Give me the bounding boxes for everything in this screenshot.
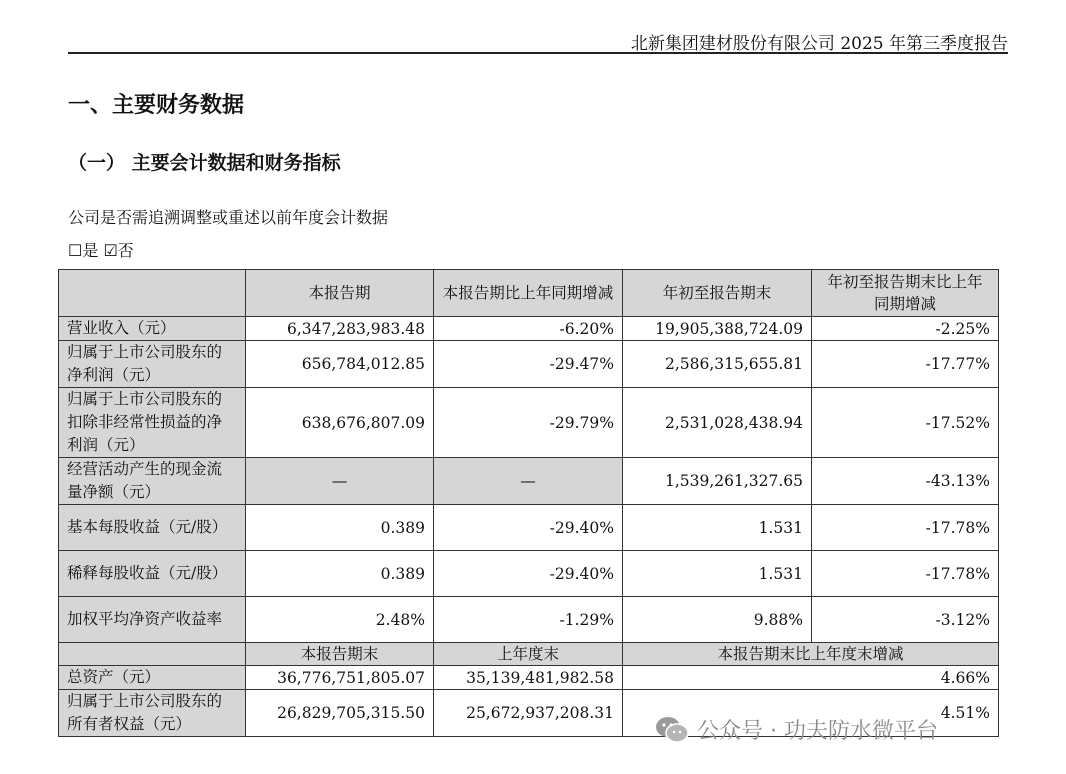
header-cell: 年初至报告期末比上年同期增减 — [812, 270, 999, 317]
cell-value: — — [246, 458, 434, 505]
cell-value: -17.78% — [812, 505, 999, 551]
table-row — [59, 551, 999, 597]
section-title: 一、主要财务数据 — [68, 92, 245, 118]
row-label: 总资产（元） — [59, 666, 246, 690]
row-label: 归属于上市公司股东的扣除非经常性损益的净利润（元） — [59, 388, 246, 458]
table-row — [59, 458, 999, 505]
cell-value: 19,905,388,724.09 — [623, 317, 812, 341]
cell-value: -17.52% — [812, 388, 999, 458]
header-divider — [68, 52, 1008, 54]
cell-value: -29.40% — [434, 551, 623, 597]
header-cell: 本报告期比上年同期增减 — [434, 270, 623, 317]
cell-value: 9.88% — [623, 597, 812, 643]
header-cell: 年初至报告期末 — [623, 270, 812, 317]
watermark-text: 公众号 · 功夫防水微平台 — [697, 719, 938, 744]
report-header-title: 北新集团建材股份有限公司 2025 年第三季度报告 — [630, 34, 1008, 54]
row-label: 经营活动产生的现金流量净额（元） — [59, 458, 246, 505]
cell-value: -29.79% — [434, 388, 623, 458]
cell-value: — — [434, 458, 623, 505]
yes-label: 是 — [82, 241, 99, 260]
cell-value: 656,784,012.85 — [246, 341, 434, 388]
cell-value: -2.25% — [812, 317, 999, 341]
header-cell: 本报告期 — [246, 270, 434, 317]
cell-value: -3.12% — [812, 597, 999, 643]
unchecked-box-icon: ☐ — [68, 241, 83, 260]
cell-value: 35,139,481,982.58 — [434, 666, 623, 690]
cell-value: 4.66% — [623, 666, 999, 690]
restatement-answer — [68, 238, 134, 261]
cell-value: -1.29% — [434, 597, 623, 643]
checked-box-icon: ☑ — [103, 241, 118, 260]
cell-value: 36,776,751,805.07 — [246, 666, 434, 690]
cell-value: -17.77% — [812, 341, 999, 388]
financial-data-table — [58, 269, 999, 737]
table-row — [59, 666, 999, 690]
cell-value: 0.389 — [246, 551, 434, 597]
cell-value: 25,672,937,208.31 — [434, 690, 623, 737]
header-blank — [59, 270, 246, 317]
header-blank — [59, 643, 246, 666]
restatement-question: 公司是否需追溯调整或重述以前年度会计数据 — [68, 208, 389, 227]
cell-value: 2,531,028,438.94 — [623, 388, 812, 458]
table-row — [59, 317, 999, 341]
cell-value: 638,676,807.09 — [246, 388, 434, 458]
no-label: 否 — [117, 241, 134, 260]
cell-value: 1.531 — [623, 505, 812, 551]
header-cell: 本报告期末 — [246, 643, 434, 666]
cell-value: -6.20% — [434, 317, 623, 341]
row-label: 归属于上市公司股东的所有者权益（元） — [59, 690, 246, 737]
row-label: 营业收入（元） — [59, 317, 246, 341]
header-cell: 上年度末 — [434, 643, 623, 666]
cell-value: -29.40% — [434, 505, 623, 551]
table-row — [59, 388, 999, 458]
row-label: 稀释每股收益（元/股） — [59, 551, 246, 597]
cell-value: 26,829,705,315.50 — [246, 690, 434, 737]
section-subtitle: （一） 主要会计数据和财务指标 — [68, 152, 341, 174]
row-label: 加权平均净资产收益率 — [59, 597, 246, 643]
table-header-row — [59, 270, 999, 317]
cell-value: 1,539,261,327.65 — [623, 458, 812, 505]
cell-value: 6,347,283,983.48 — [246, 317, 434, 341]
cell-value: 0.389 — [246, 505, 434, 551]
row-label: 基本每股收益（元/股） — [59, 505, 246, 551]
cell-value: 1.531 — [623, 551, 812, 597]
wechat-icon — [655, 715, 689, 745]
cell-value: -43.13% — [812, 458, 999, 505]
table-row — [59, 341, 999, 388]
row-label: 归属于上市公司股东的净利润（元） — [59, 341, 246, 388]
table-row — [59, 597, 999, 643]
cell-value: -17.78% — [812, 551, 999, 597]
cell-value: 4.51% — [623, 690, 999, 737]
table-header-row-2 — [59, 643, 999, 666]
table-row — [59, 505, 999, 551]
cell-value: 2,586,315,655.81 — [623, 341, 812, 388]
header-cell: 本报告期末比上年度末增减 — [623, 643, 999, 666]
cell-value: -29.47% — [434, 341, 623, 388]
cell-value: 2.48% — [246, 597, 434, 643]
watermark — [655, 714, 938, 745]
